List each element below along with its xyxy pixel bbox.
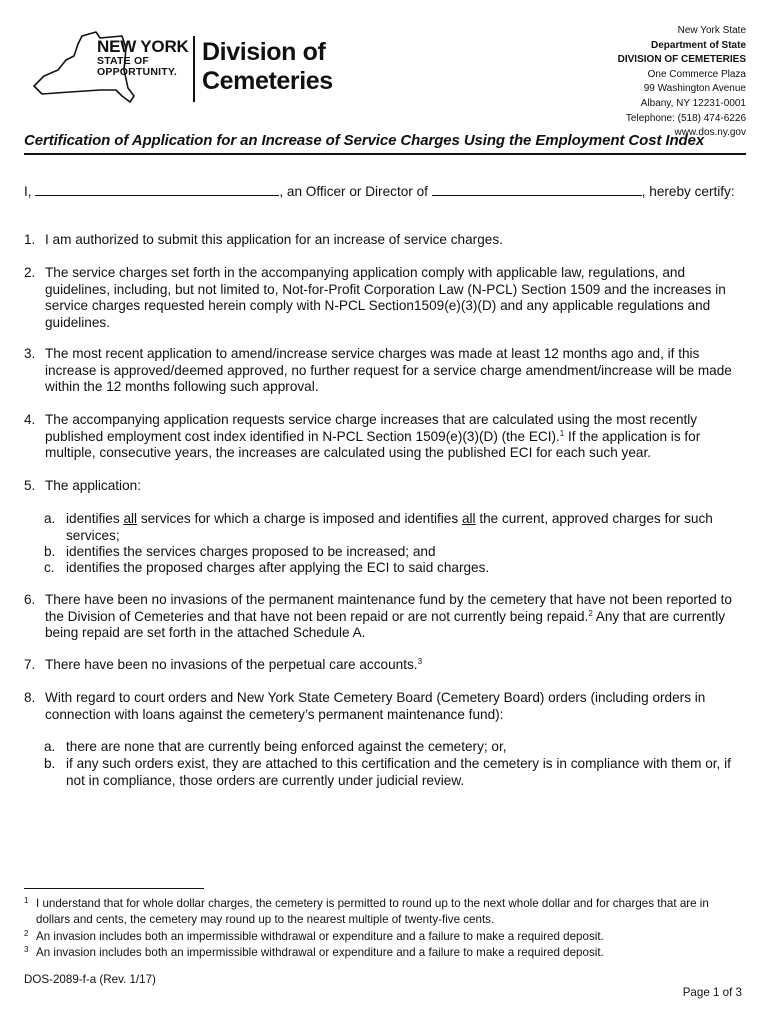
item-text [45, 657, 749, 674]
list-item-3 [24, 346, 749, 396]
division-name [202, 38, 333, 96]
sub-item-text: identifies the proposed charges after applying the ECI to said charges. [66, 560, 490, 575]
item-number: 1. [24, 232, 36, 247]
footnote-3 [24, 945, 744, 961]
agency-address2: 99 Washington Avenue [643, 83, 746, 95]
sub-text-part: services for which a charge is imposed and identifies [137, 511, 462, 526]
sub-item-text: if any such orders exist, they are attached to this certification and the cemetery is in compliance with them or, if not in compliance, those orders are currently under judicial review. [66, 756, 731, 788]
footnote-ref: 2 [588, 608, 593, 618]
division-line-1: Division of [202, 38, 326, 66]
sub-item-text: there are none that are currently being enforced against the cemetery; or, [66, 739, 507, 754]
list-item-8 [24, 690, 749, 723]
item-number: 3. [24, 346, 36, 361]
sub-item-8a [44, 739, 744, 756]
sub-item-5a [44, 511, 744, 544]
item-text-part-b: If the application is for multiple, consecutive years, the increases are calculated using the published ECI for each such year. [45, 428, 701, 461]
sub-text-part: the current, approved charges for such services; [66, 511, 713, 543]
logo-line-2: STATE OF [97, 54, 149, 67]
sub-item-8b [44, 756, 744, 789]
item-text-part-b: Any that are currently being repaid are set forth in the attached Schedule A. [45, 608, 726, 641]
item-number: 7. [24, 657, 36, 672]
officer-name-field[interactable] [35, 183, 279, 196]
certify-suffix: , hereby certify: [641, 184, 735, 199]
footnote-1 [24, 896, 744, 927]
agency-website: www.dos.ny.gov [674, 127, 746, 139]
footnote-ref: 3 [417, 657, 423, 666]
item-text [45, 592, 749, 642]
item-number: 8. [24, 690, 36, 705]
item-text: I am authorized to submit this application for an increase of service charges. [45, 232, 503, 247]
sub-item-text: identifies the services charges proposed to be increased; and [66, 544, 436, 559]
item-text [45, 412, 749, 462]
footnote-text: An invasion includes both an impermissible withdrawal or expenditure and a failure to make a required deposit. [36, 930, 604, 943]
underlined-word: all [461, 511, 476, 526]
form-number: DOS-2089-f-a (Rev. 1/17) [24, 973, 156, 986]
sub-item-letter: a. [44, 739, 56, 754]
sub-item-letter: a. [44, 511, 56, 526]
sub-text-part: identifies [66, 511, 124, 526]
agency-address-block [618, 24, 746, 141]
item-number: 4. [24, 412, 36, 427]
item-number: 6. [24, 592, 36, 607]
item-text: The service charges set forth in the accompanying application comply with applicable law, regulations, and guidelines, including, but not limited to, Not-for-Profit Corporation Law (N-PCL) Section 1509 and the increases in service charges requested herein comply with N-PCL Section1509(e)(3)(D) and any applicable regulations and guidelines. [45, 265, 726, 330]
list-item-6 [24, 592, 749, 642]
list-item-1 [24, 232, 749, 249]
list-item-4 [24, 412, 749, 462]
item-text-part-a: The accompanying application requests service charge increases that are calculated using the most recently published employment cost index identified in N-PCL Section 1509(e)(3)(D) (the ECI). [45, 412, 698, 444]
footnote-2 [24, 929, 744, 945]
agency-telephone: Telephone: (518) 474-6226 [625, 112, 746, 124]
item-text: The most recent application to amend/increase service charges was made at least 12 months ago and, if this increase is approved/deemed approved, no further request for a service charge amendment/increase will be made within the 12 months following such approval. [45, 346, 732, 395]
agency-street: One Commerce Plaza [647, 68, 746, 80]
footnote-number: 3 [24, 945, 29, 954]
division-line-2: Cemeteries [202, 66, 333, 95]
sub-item-text [66, 511, 744, 544]
title-rule [24, 153, 746, 155]
certify-prefix: I, [24, 184, 32, 199]
agency-division: DIVISION OF CEMETERIES [617, 54, 746, 66]
logo-divider [193, 36, 195, 102]
item-text: With regard to court orders and New York State Cemetery Board (Cemetery Board) orders (including orders in connection with loans against the cemetery’s permanent maintenance fund): [45, 690, 706, 722]
footnote-number: 1 [24, 896, 29, 905]
document-title: Certification of Application for an Increase of Service Charges Using the Employment Cost Index [24, 132, 705, 149]
footnote-text: An invasion includes both an impermissible withdrawal or expenditure and a failure to make a required deposit. [36, 946, 604, 959]
certify-middle: , an Officer or Director of [279, 184, 428, 199]
list-item-5 [24, 478, 749, 495]
agency-city: Albany, NY 12231-0001 [640, 97, 746, 109]
certify-line [24, 183, 749, 201]
cemetery-name-field[interactable] [432, 183, 642, 196]
item-text-part-a: There have been no invasions of the permanent maintenance fund by the cemetery that have not been reported to the Division of Cemeteries and that have not been repaid or are not currently being repaid. [45, 592, 732, 624]
agency-department: Department of State [650, 39, 746, 51]
logo-line-1: NEW YORK [97, 37, 189, 56]
footnote-ref: 1 [559, 428, 565, 438]
list-item-7 [24, 657, 749, 674]
agency-state: New York State [677, 25, 746, 36]
underlined-word: all [123, 511, 138, 526]
sub-item-letter: b. [44, 544, 56, 559]
logo-wordmark [97, 38, 189, 78]
footnote-number: 2 [24, 929, 29, 938]
sub-item-letter: c. [44, 560, 55, 575]
list-item-2 [24, 265, 749, 331]
item-number: 2. [24, 265, 36, 280]
footnote-text: I understand that for whole dollar charges, the cemetery is permitted to round up to the next whole dollar and for charges that are in dollars and cents, the cemetery may round up to the nearest multiple of twenty-five cents. [36, 897, 709, 926]
item-text: The application: [45, 478, 141, 493]
logo-line-3: OPPORTUNITY. [97, 65, 177, 78]
footnote-rule [24, 888, 204, 889]
page-number: Page 1 of 3 [682, 986, 742, 999]
item-number: 5. [24, 478, 36, 493]
sub-item-letter: b. [44, 756, 56, 771]
item-text-part-a: There have been no invasions of the perpetual care accounts. [45, 657, 418, 672]
sub-item-5c [44, 560, 744, 577]
sub-item-5b [44, 544, 744, 561]
